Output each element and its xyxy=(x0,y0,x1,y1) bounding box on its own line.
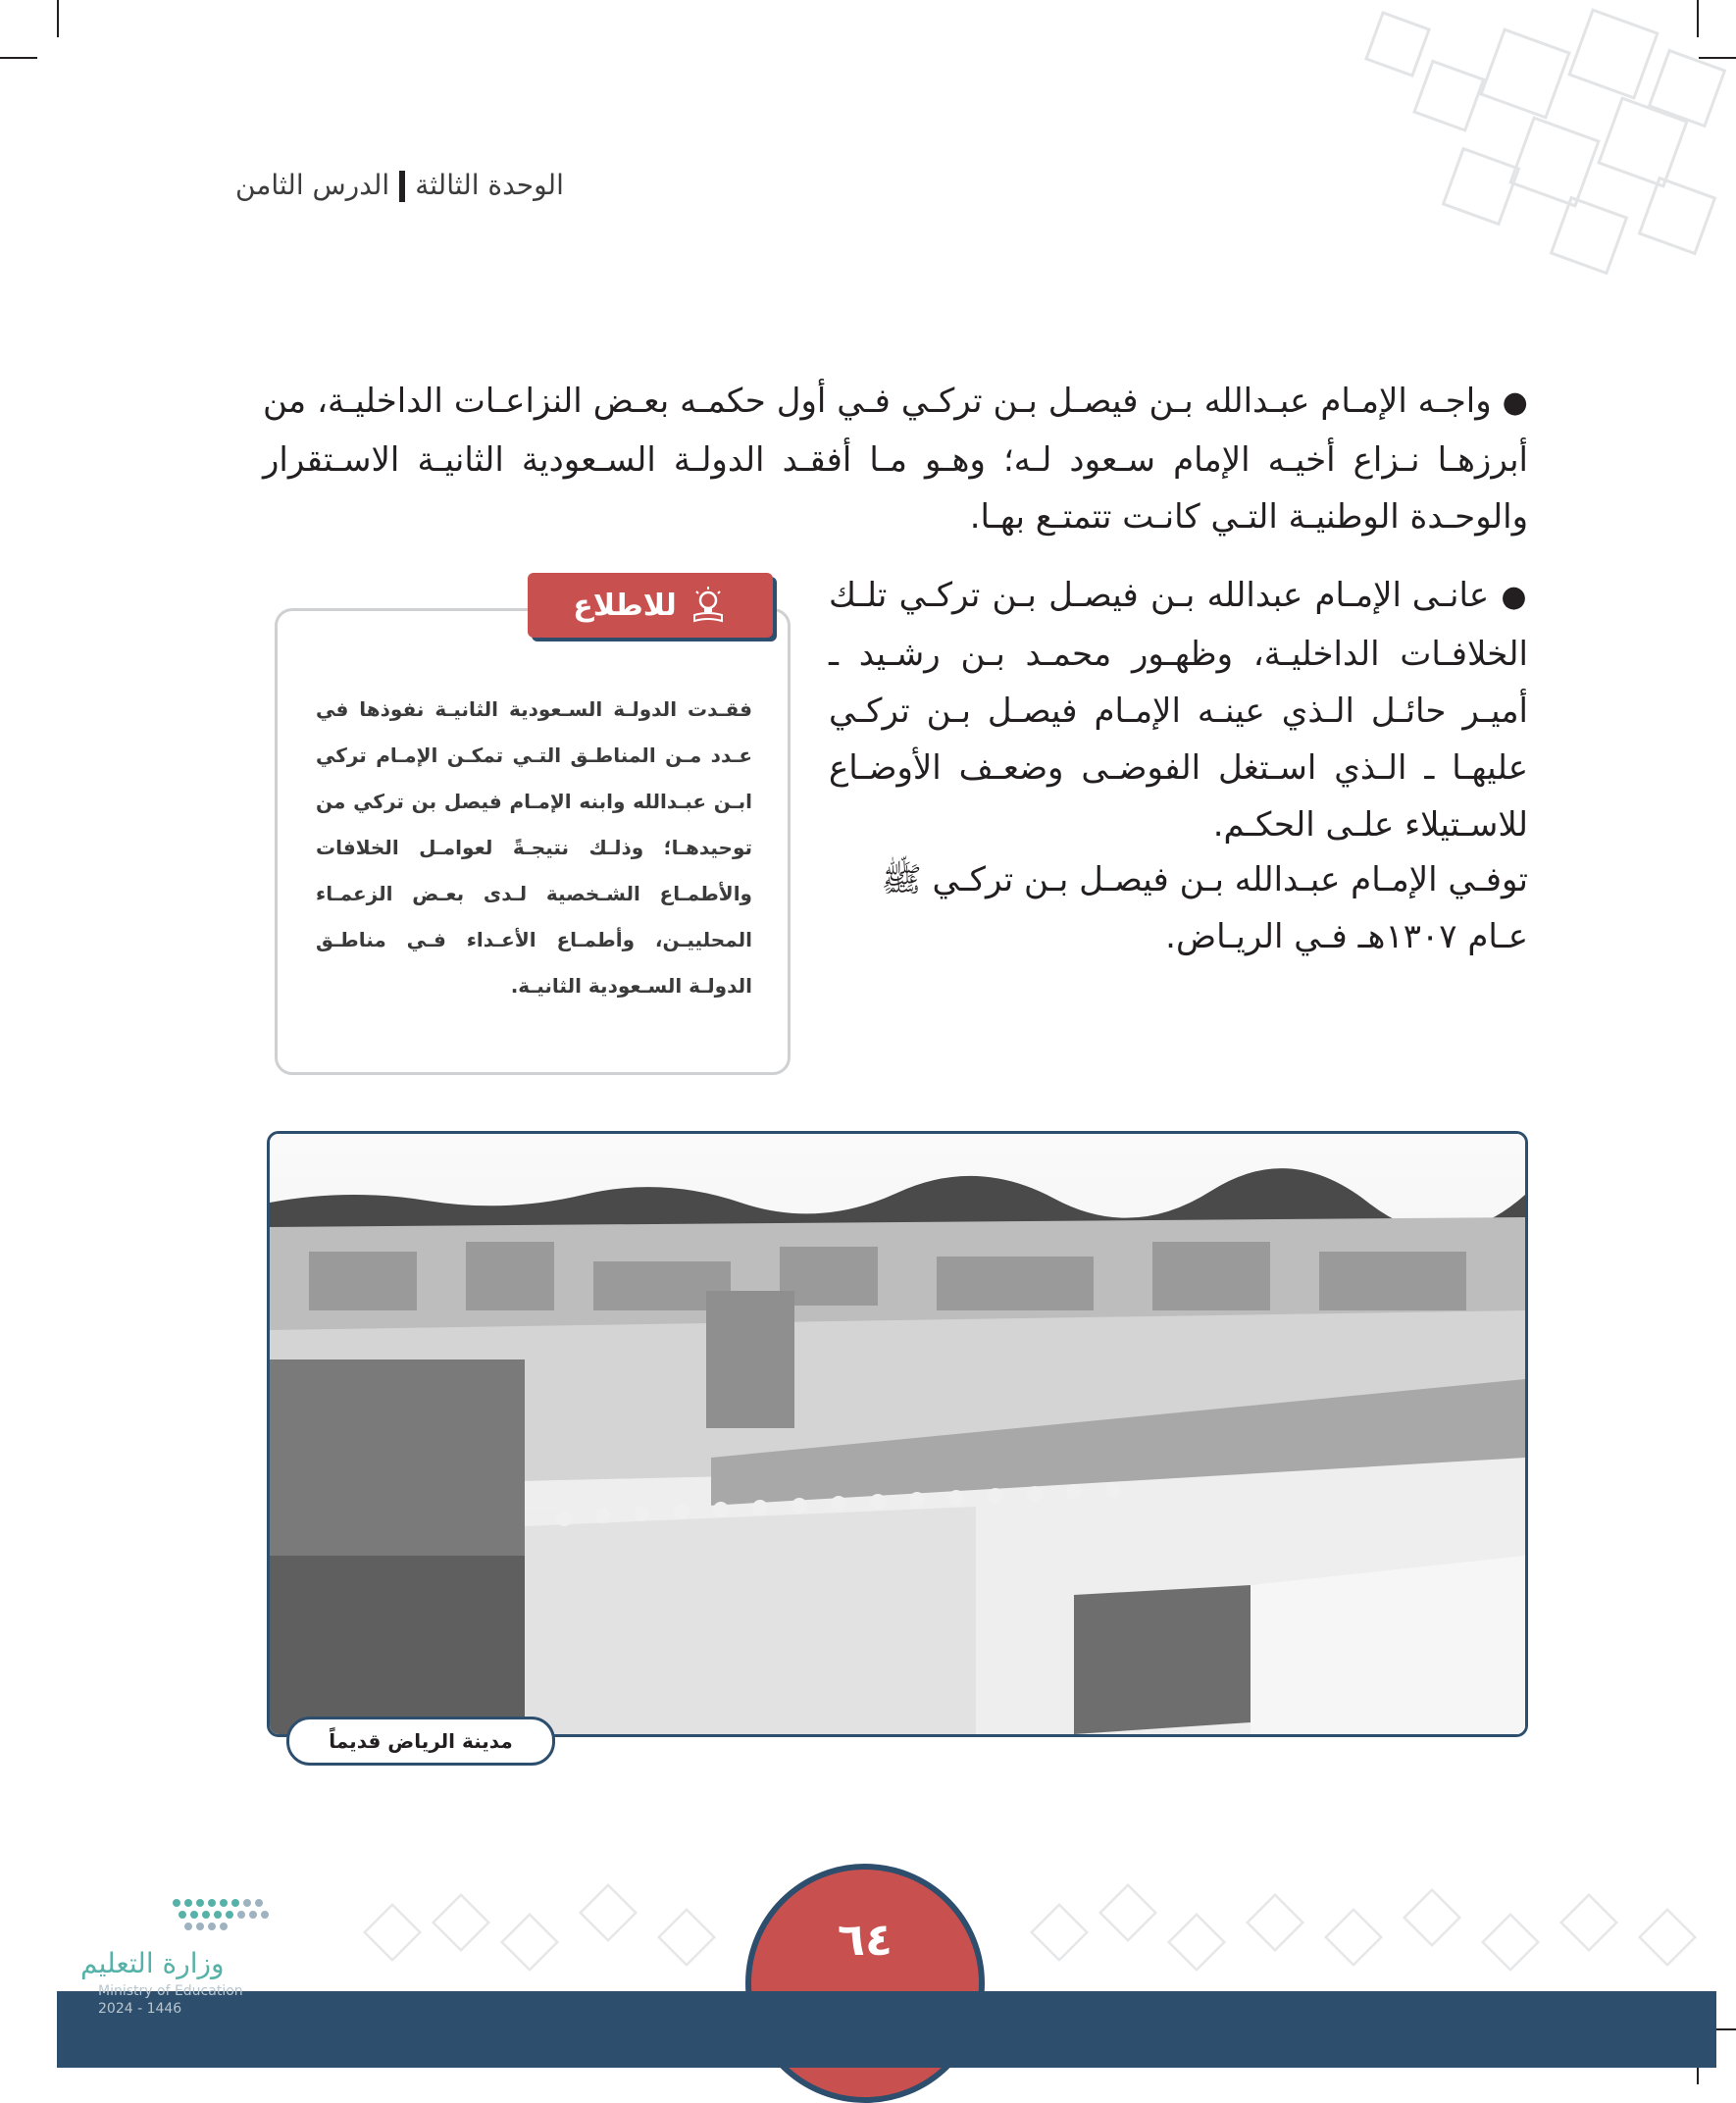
unit-title: الوحدة الثالثة xyxy=(415,169,564,201)
paragraph-3: توفـي الإمـام عبـدالله بـن فيصـل بـن تركـي ﷺ عـام ١٣٠٧هـ فـي الريـاض. xyxy=(881,860,1528,956)
bullet-icon: ● xyxy=(1501,580,1529,614)
photo-caption: مدينة الرياض قديماً xyxy=(286,1717,555,1766)
paragraph-1 xyxy=(263,373,1528,545)
riyadh-old-city-image xyxy=(270,1134,1525,1734)
page-number: ٦٤ xyxy=(837,1913,894,1966)
lesson-title: الدرس الثامن xyxy=(235,169,390,201)
paragraph-1-text: واجـه الإمـام عبـدالله بـن فيصـل بـن تركـي فـي أول حكمـه بعـض النزاعـات الداخليـة، من أبرزهـا نـزاع أخيـه الإمام سـعود لـه؛ وهـو مـا أفقـد الدولـة السـعودية الثانيـة الاسـتقرار والوحـدة الوطنيـة التـي كانـت تتمتـع بهـا. xyxy=(263,382,1528,537)
ministry-name: وزارة التعليم xyxy=(80,1947,225,1979)
crop-mark xyxy=(0,57,37,59)
lightbulb-book-icon xyxy=(689,586,728,625)
paragraph-2-text: عانـى الإمـام عبدالله بـن فيصـل بـن تركـي تلـك الخلافـات الداخليـة، وظهـور محمـد بـن رشـيد ـ أميـر حائـل الـذي عينـه الإمـام فيصـل بـن تركـي عليهـا ـ الـذي اسـتغل الفوضـى وضعـف الأوضـاع للاسـتيلاء علـى الحكـم. xyxy=(829,576,1528,845)
edition-year: 2024 - 1446 xyxy=(98,2001,182,2017)
decorative-pattern xyxy=(1030,0,1736,314)
riyadh-photo xyxy=(267,1131,1528,1737)
info-box-text: فقـدت الدولـة السـعودية الثانيـة نفوذها في عـدد مـن المناطـق التـي تمكـن الإمـام تركي ابـن عبـدالله وابنه الإمـام فيصل بن تركي من توحيدهـا؛ وذلـك نتيجـةً لعوامـل الخلافات والأطمـاع الشـخصية لـدى بعـض الزعمـاء المحلييـن، وأطمـاع الأعـداء فـي مناطـق الدولـة السـعودية الثانيـة. xyxy=(316,697,752,998)
info-box-tab xyxy=(528,573,773,638)
header-separator xyxy=(399,171,405,202)
ministry-name-english: Ministry of Education xyxy=(98,1983,243,1999)
bullet-icon: ● xyxy=(1502,385,1528,420)
paragraph-2 xyxy=(829,567,1528,853)
crop-mark xyxy=(57,0,59,37)
info-box-title: للاطلاع xyxy=(573,588,677,623)
page-header xyxy=(235,169,564,202)
